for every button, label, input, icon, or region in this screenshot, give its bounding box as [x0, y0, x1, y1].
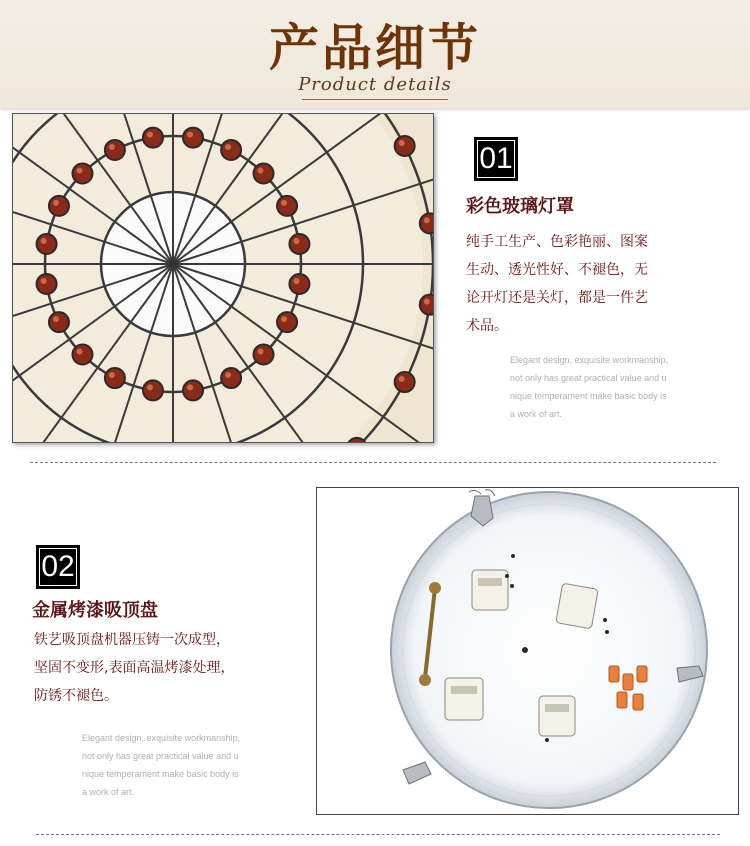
- description-line: 坚固不变形,表面高温烤漆处理，: [34, 660, 235, 676]
- english-description: [82, 729, 240, 801]
- section-heading: 彩色玻璃灯罩: [466, 196, 574, 217]
- english-line: not only has great practical value and u: [82, 751, 239, 761]
- description-line: 生动、透光性好、不褪色，无: [466, 262, 648, 278]
- subtitle-underline: [302, 99, 448, 100]
- english-line: Elegant design, exquisite workmanship,: [510, 355, 669, 365]
- english-line: a work of art.: [510, 409, 563, 419]
- section-divider: [30, 462, 716, 463]
- description-line: 纯手工生产、色彩艳丽、图案: [466, 234, 648, 250]
- header-banner: [0, 0, 750, 108]
- english-line: a work of art.: [82, 787, 135, 797]
- stained-glass-pattern: [13, 114, 433, 442]
- ceiling-plate: [391, 492, 707, 808]
- section-description: [466, 228, 648, 340]
- section-number-badge: 01: [474, 137, 518, 181]
- description-line: 防锈不褪色。: [34, 688, 118, 704]
- english-line: Elegant design, exquisite workmanship,: [82, 733, 241, 743]
- english-line: nique temperament make basic body is: [82, 769, 239, 779]
- english-line: nique temperament make basic body is: [510, 391, 667, 401]
- page-subtitle: Product details: [298, 74, 452, 95]
- description-line: 铁艺吸顶盘机器压铸一次成型，: [34, 632, 230, 648]
- english-line: not only has great practical value and u: [510, 373, 667, 383]
- section-divider: [36, 834, 720, 835]
- description-line: 术品。: [466, 318, 508, 334]
- ceiling-plate-illustration: [317, 488, 738, 814]
- description-line: 论开灯还是关灯，都是一件艺: [466, 290, 648, 306]
- ceiling-plate-photo: [316, 487, 739, 815]
- section-number-badge: 02: [36, 545, 80, 589]
- stained-glass-shade-photo: [12, 113, 434, 443]
- page-title: 产品细节: [269, 19, 481, 77]
- section-heading: 金属烤漆吸顶盘: [32, 600, 158, 621]
- section-description: [34, 626, 234, 710]
- english-description: [510, 351, 668, 423]
